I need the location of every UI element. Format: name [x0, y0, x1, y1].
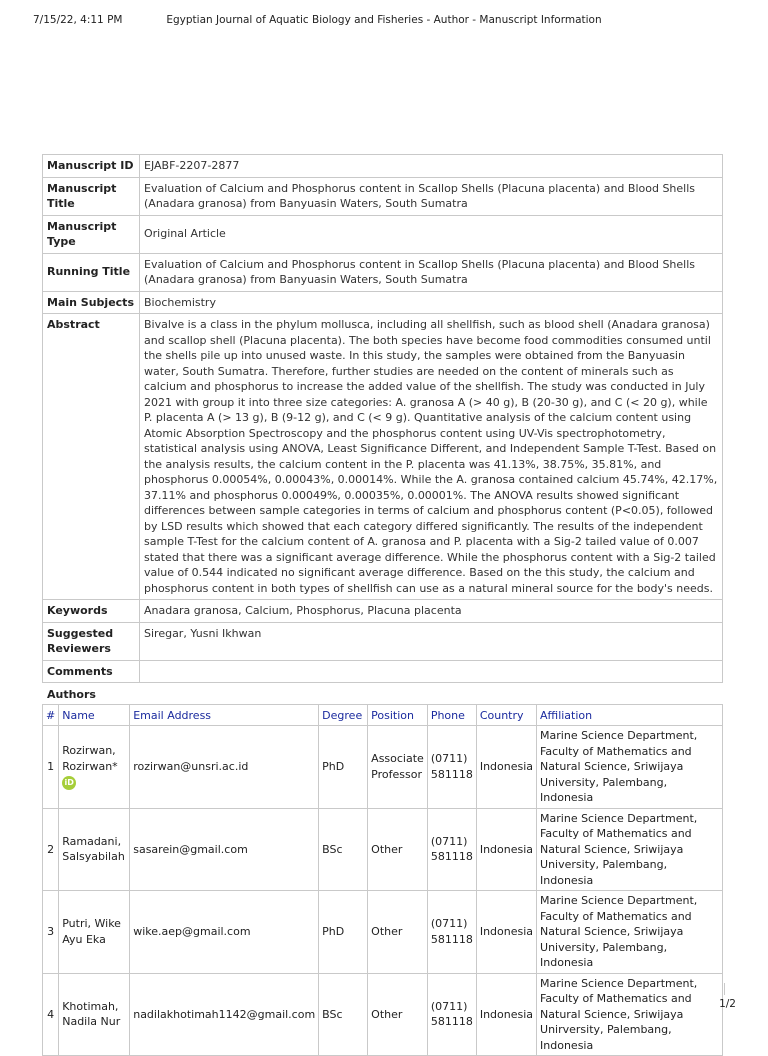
author-position: Other	[368, 808, 428, 891]
col-name: Name	[59, 705, 130, 726]
authors-heading: Authors	[47, 688, 96, 701]
author-country: Indonesia	[476, 726, 536, 809]
col-email: Email Address	[130, 705, 319, 726]
print-header	[0, 14, 768, 34]
author-number: 2	[43, 808, 59, 891]
print-datetime: 7/15/22, 4:11 PM	[33, 14, 123, 26]
authors-table	[42, 704, 723, 1056]
author-name: Khotimah, Nadila Nur	[59, 973, 130, 1056]
col-number: #	[43, 705, 59, 726]
author-affiliation: Marine Science Department, Faculty of Mathematics and Natural Science, Sriwijaya University, Palembang, Indonesia	[537, 726, 723, 809]
row-comments	[43, 660, 723, 683]
author-name: Rozirwan, Rozirwan*	[62, 744, 118, 773]
author-phone: (0711) 581118	[427, 891, 476, 974]
author-position: Other	[368, 973, 428, 1056]
row-manuscript-type	[43, 215, 723, 253]
manuscript-info	[42, 154, 723, 1056]
manuscript-info-table	[42, 154, 723, 683]
author-name: Putri, Wike Ayu Eka	[59, 891, 130, 974]
row-main-subjects	[43, 291, 723, 314]
author-position: Other	[368, 891, 428, 974]
row-running-title	[43, 253, 723, 291]
col-degree: Degree	[319, 705, 368, 726]
running-title-value: Evaluation of Calcium and Phosphorus content in Scallop Shells (Placuna placenta) and Blood Shells (Anadara granosa) from Banyuasin Waters, South Sumatra	[140, 253, 723, 291]
manuscript-type-label: Manuscript Type	[43, 215, 140, 253]
author-phone: (0711) 581118	[427, 808, 476, 891]
author-country: Indonesia	[476, 891, 536, 974]
running-title-label: Running Title	[43, 253, 140, 291]
author-affiliation: Marine Science Department, Faculty of Mathematics and Natural Science, Sriwijaya University, Palembang, Indonesia	[537, 808, 723, 891]
comments-label: Comments	[43, 660, 140, 683]
authors-header-row	[43, 705, 723, 726]
comments-value	[140, 660, 723, 683]
row-abstract	[43, 314, 723, 600]
table-row	[43, 726, 723, 809]
manuscript-type-value: Original Article	[140, 215, 723, 253]
author-number: 4	[43, 973, 59, 1056]
author-number: 3	[43, 891, 59, 974]
author-name: Ramadani, Salsyabilah	[59, 808, 130, 891]
col-affiliation: Affiliation	[537, 705, 723, 726]
print-page-title: Egyptian Journal of Aquatic Biology and Fisheries - Author - Manuscript Information	[166, 14, 602, 26]
author-name-cell	[59, 726, 130, 809]
manuscript-title-label: Manuscript Title	[43, 177, 140, 215]
keywords-label: Keywords	[43, 600, 140, 623]
author-phone: (0711) 581118	[427, 973, 476, 1056]
row-suggested-reviewers	[43, 622, 723, 660]
author-email: rozirwan@unsri.ac.id	[130, 726, 319, 809]
author-degree: BSc	[319, 808, 368, 891]
manuscript-id-value: EJABF-2207-2877	[140, 155, 723, 178]
manuscript-id-label: Manuscript ID	[43, 155, 140, 178]
author-degree: PhD	[319, 891, 368, 974]
suggested-reviewers-value: Siregar, Yusni Ikhwan	[140, 622, 723, 660]
author-position: Associate Professor	[368, 726, 428, 809]
author-affiliation: Marine Science Department, Faculty of Mathematics and Natural Science, Sriwijaya Unirversity, Palembang, Indonesia	[537, 973, 723, 1056]
col-phone: Phone	[427, 705, 476, 726]
col-country: Country	[476, 705, 536, 726]
abstract-value: Bivalve is a class in the phylum mollusca, including all shellfish, such as blood shell (Anadara granosa) and scallop shell (Placuna placenta). The both species have become food commodities consumed until the shells pile up into unused waste. In this study, the samples were obtained from the Banyuasin water, South Sumatra. Therefore, further studies are needed on the content of minerals such as calcium and phosphorus to increase the added value of the shellfish. The study was conducted in July 2021 with group it into three size categories: A. granosa A (> 40 g), B (20-30 g), and C (< 20 g), while P. placenta A (> 13 g), B (9-12 g), and C (< 9 g). Quantitative analysis of the calcium content using Atomic Absorption Spectroscopy and the phosphorus content using UV-Vis spectrophotometry, statistical analysis using ANOVA, Least Significance Different, and Independent Sample T-Test. Based on the analysis results, the calcium content in the P. placenta was 41.13%, 38.75%, 35.81%, and phosphorus 0.00054%, 0.00043%, 0.00014%. While the A. granosa contained calcium 45.74%, 42.17%, 37.11% and phosphorus 0.00049%, 0.00035%, 0.00001%. The ANOVA results showed significant differences between sample categories in terms of calcium and phosphorus content (P<0.05), followed by LSD results which showed that each category differed significantly. The results of the independent sample T-Test for the calcium content of A. granosa and P. placenta with a Sig-2 tailed value of 0.007 stated that there was a significant average difference. While the phosphorus content with a Sig-2 tailed value of 0.544 indicated no significant average difference. Based on the this study, the calcium and phosphorus content in both types of shellfish can use as a natural mineral source for the body's needs.	[140, 314, 723, 600]
table-continuation-edge	[42, 983, 725, 995]
author-degree: BSc	[319, 973, 368, 1056]
manuscript-title-value: Evaluation of Calcium and Phosphorus content in Scallop Shells (Placuna placenta) and Blood Shells (Anadara granosa) from Banyuasin Waters, South Sumatra	[140, 177, 723, 215]
author-email: nadilakhotimah1142@gmail.com	[130, 973, 319, 1056]
author-affiliation: Marine Science Department, Faculty of Mathematics and Natural Science, Sriwijaya University, Palembang, Indonesia	[537, 891, 723, 974]
author-country: Indonesia	[476, 808, 536, 891]
suggested-reviewers-label: Suggested Reviewers	[43, 622, 140, 660]
table-row	[43, 808, 723, 891]
author-country: Indonesia	[476, 973, 536, 1056]
author-degree: PhD	[319, 726, 368, 809]
col-position: Position	[368, 705, 428, 726]
row-keywords	[43, 600, 723, 623]
author-number: 1	[43, 726, 59, 809]
row-manuscript-id	[43, 155, 723, 178]
keywords-value: Anadara granosa, Calcium, Phosphorus, Placuna placenta	[140, 600, 723, 623]
author-email: wike.aep@gmail.com	[130, 891, 319, 974]
author-phone: (0711) 581118	[427, 726, 476, 809]
table-row	[43, 891, 723, 974]
main-subjects-value: Biochemistry	[140, 291, 723, 314]
orcid-icon[interactable]: iD	[62, 776, 76, 790]
author-email: sasarein@gmail.com	[130, 808, 319, 891]
row-manuscript-title	[43, 177, 723, 215]
main-subjects-label: Main Subjects	[43, 291, 140, 314]
abstract-label: Abstract	[43, 314, 140, 600]
page-number: 1/2	[719, 998, 736, 1010]
